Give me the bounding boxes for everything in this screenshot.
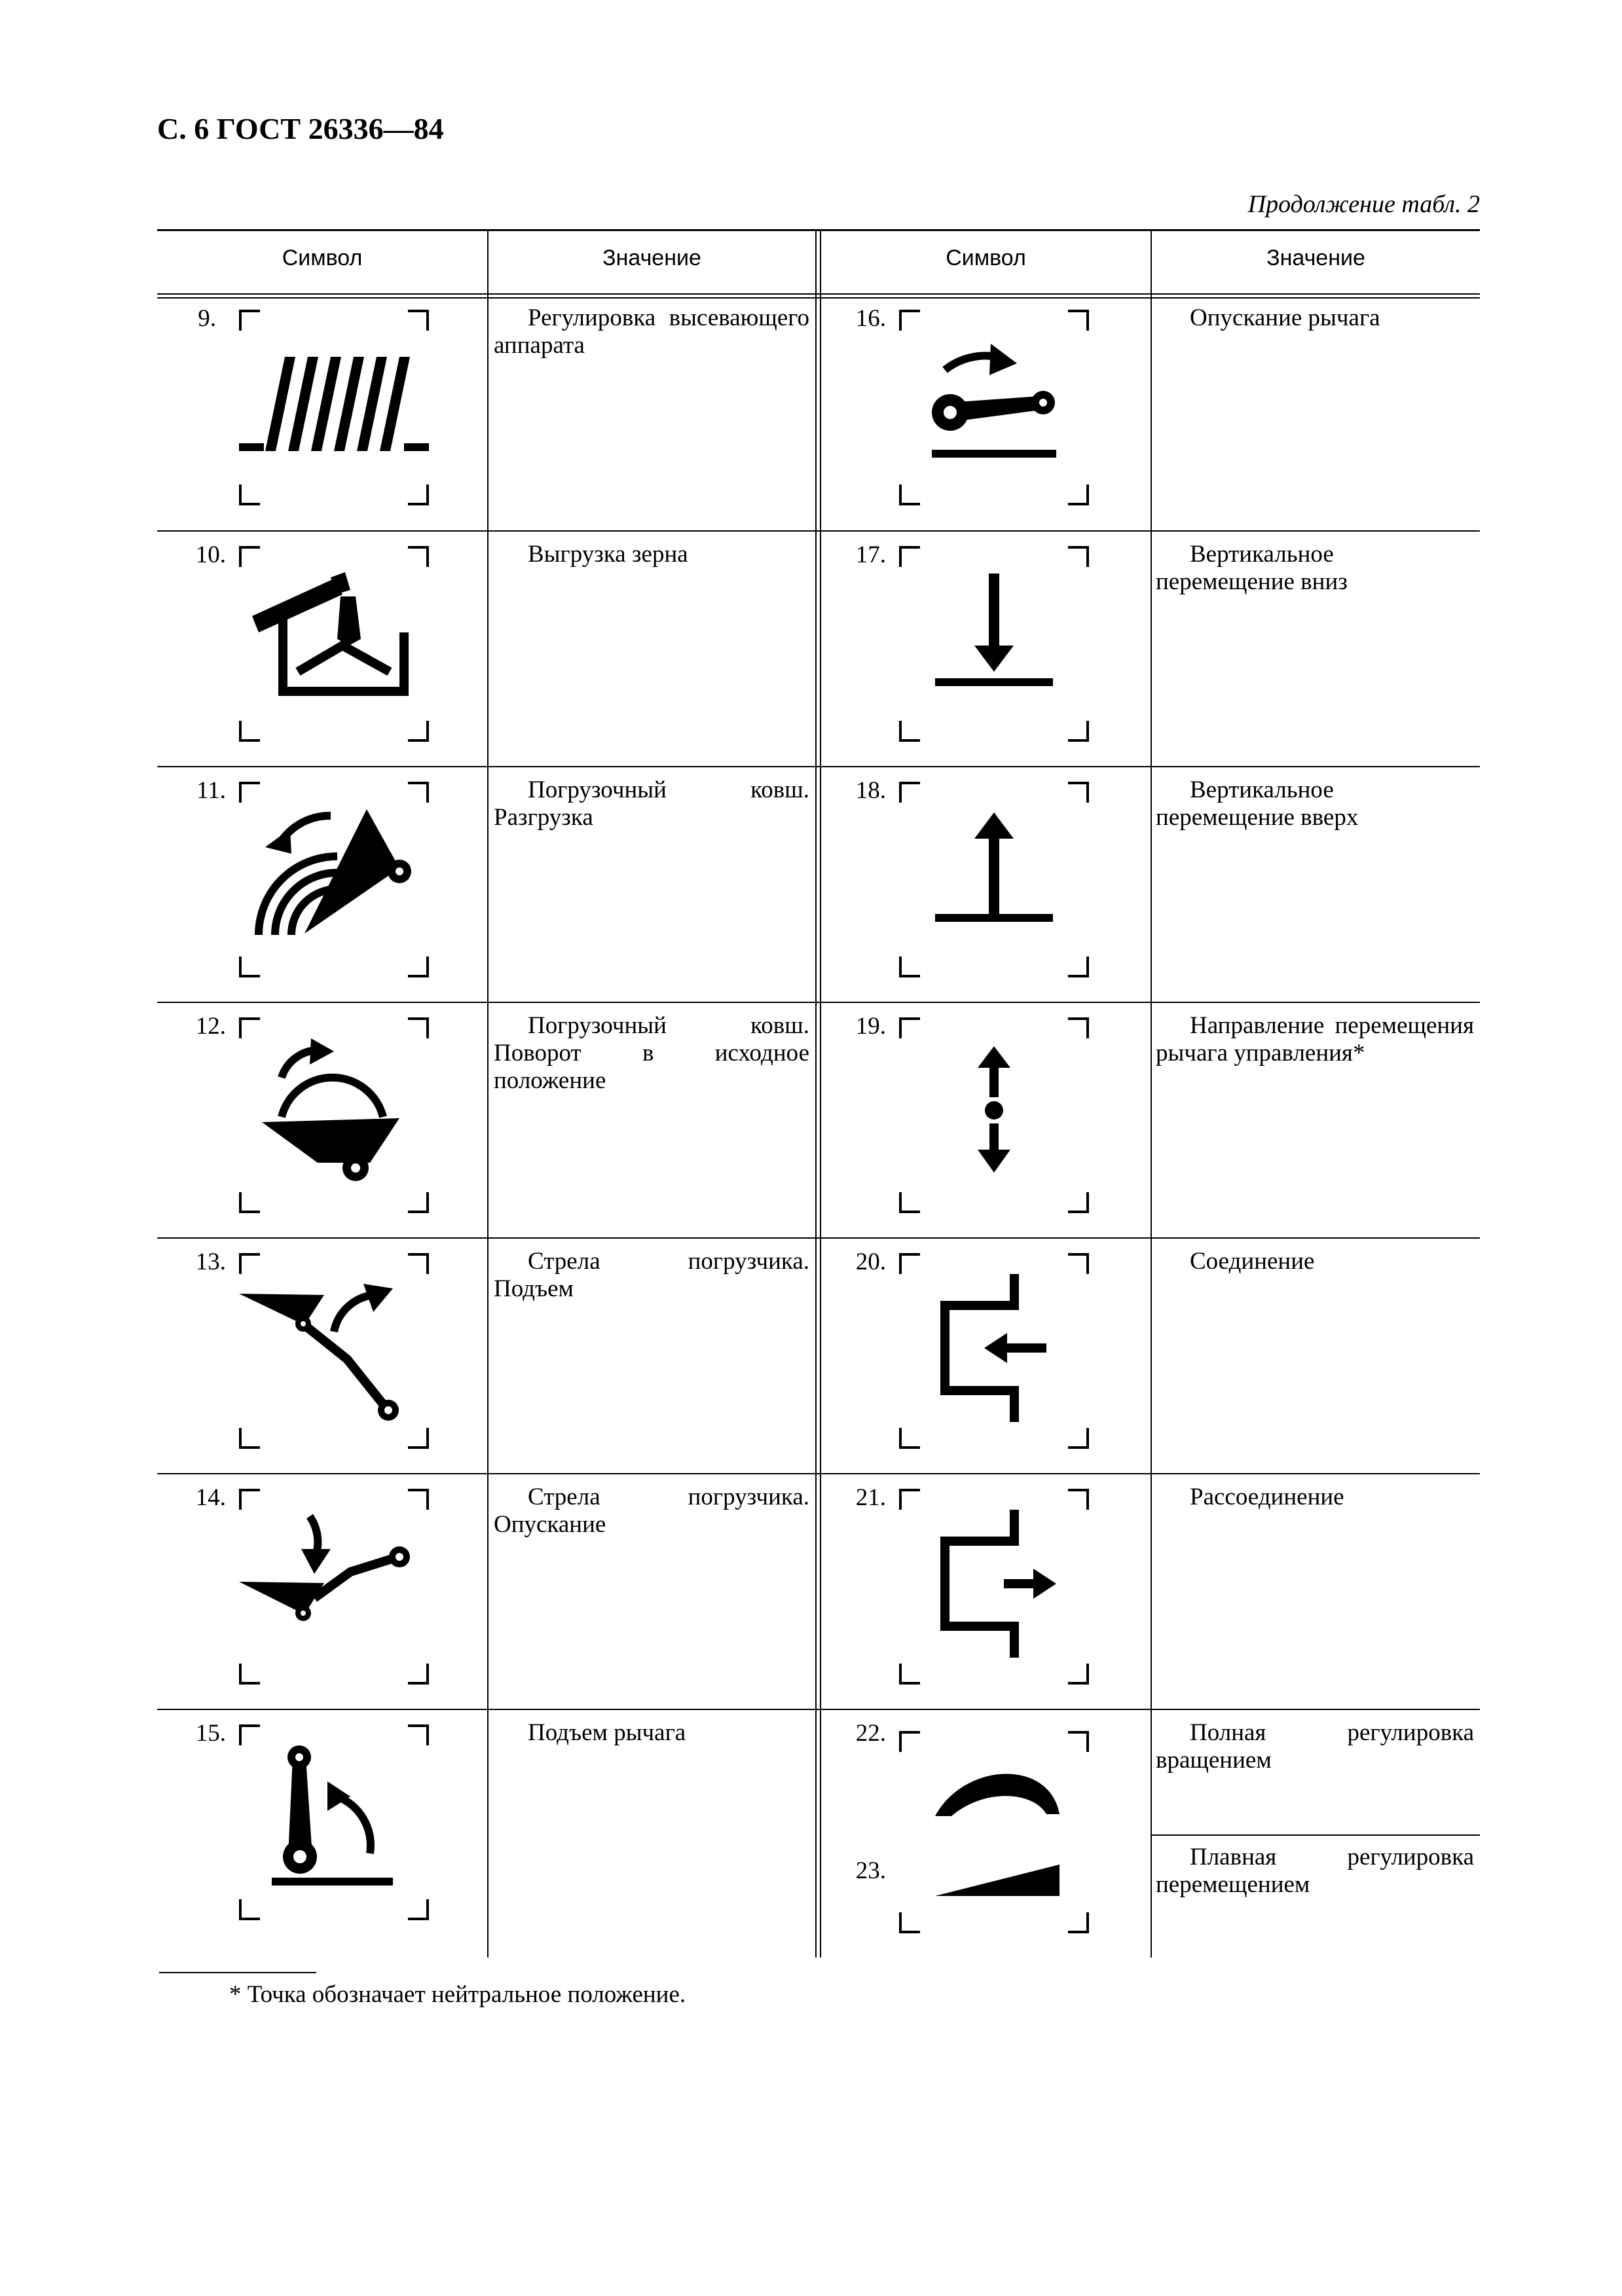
disconnection-icon xyxy=(893,1484,1096,1693)
row-number: 22. xyxy=(855,1720,886,1747)
footnote-rule xyxy=(159,1972,316,1973)
row-number: 21. xyxy=(855,1484,886,1511)
boom-raise-icon xyxy=(232,1248,435,1457)
meaning-cell: Стрела погрузчика. Опускание xyxy=(494,1484,809,1538)
row-number: 9. xyxy=(198,305,216,332)
row-number: 19. xyxy=(855,1013,886,1040)
meaning-cell: Рассоединение xyxy=(1190,1484,1344,1510)
row-number: 20. xyxy=(855,1248,886,1275)
row-number: 18. xyxy=(855,777,886,804)
grain-unloading-icon xyxy=(232,541,435,750)
vertical-up-icon xyxy=(893,776,1096,986)
row-number: 11. xyxy=(196,777,226,804)
col-divider-3 xyxy=(1151,229,1152,1958)
row-number: 13. xyxy=(195,1248,226,1275)
center-divider-b xyxy=(820,229,821,1958)
col-header-meaning: Значение xyxy=(1266,246,1365,270)
row-divider xyxy=(157,1473,1480,1474)
lever-direction-icon xyxy=(893,1012,1096,1222)
meaning-cell: Погрузочный ковш. Разгрузка xyxy=(494,776,809,831)
row-number: 23. xyxy=(855,1857,886,1884)
meaning-cell: Стрела погрузчика. Подъем xyxy=(494,1248,809,1302)
lever-raise-icon xyxy=(232,1719,435,1929)
meaning-cell: Опускание рычага xyxy=(1190,304,1380,331)
meaning-cell: Вертикальное перемещение вверх xyxy=(1156,776,1359,831)
row-divider-22-23 xyxy=(1151,1834,1480,1836)
meaning-cell: Подъем рычага xyxy=(528,1719,686,1746)
bucket-unloading-icon xyxy=(232,776,435,986)
page-header: С. 6 ГОСТ 26336—84 xyxy=(157,112,444,145)
vertical-down-icon xyxy=(893,541,1096,750)
row-number: 12. xyxy=(195,1013,226,1040)
footnote: * Точка обозначает нейтральное положение. xyxy=(229,1981,686,2008)
col-header-symbol: Символ xyxy=(946,246,1026,270)
row-number: 15. xyxy=(195,1720,226,1747)
table-continuation-label: Продолжение табл. 2 xyxy=(1247,191,1480,218)
center-divider-a xyxy=(815,229,817,1958)
meaning-cell: Направление перемещения рычага управления* xyxy=(1156,1012,1474,1066)
row-divider xyxy=(157,1709,1480,1710)
meaning-cell: Вертикальное перемещение вниз xyxy=(1156,541,1348,595)
table-top-border xyxy=(157,229,1480,231)
boom-lower-icon xyxy=(232,1484,435,1693)
row-number: 16. xyxy=(855,305,886,332)
meaning-cell: Плавная регулировка перемещением xyxy=(1156,1844,1474,1898)
row-divider xyxy=(157,1002,1480,1003)
rotation-smooth-control-icon xyxy=(893,1719,1096,1935)
connection-icon xyxy=(893,1248,1096,1457)
col-divider-1 xyxy=(487,229,488,1958)
meaning-cell: Выгрузка зерна xyxy=(528,541,688,568)
header-bottom-border xyxy=(157,293,1480,295)
col-header-meaning: Значение xyxy=(602,246,701,270)
row-divider xyxy=(157,530,1480,532)
meaning-cell: Полная регулировка вращением xyxy=(1156,1719,1474,1774)
row-number: 14. xyxy=(195,1484,226,1511)
row-divider xyxy=(157,766,1480,767)
row-number: 17. xyxy=(855,541,886,568)
seeding-apparatus-icon xyxy=(232,304,435,514)
row-divider xyxy=(157,1237,1480,1239)
bucket-return-icon xyxy=(232,1012,435,1222)
meaning-cell: Регулировка высевающего аппарата xyxy=(494,304,809,359)
lever-lower-icon xyxy=(893,304,1096,514)
meaning-cell: Погрузочный ковш. Поворот в исходное положение xyxy=(494,1012,809,1094)
meaning-cell: Соединение xyxy=(1190,1248,1315,1275)
col-header-symbol: Символ xyxy=(282,246,363,270)
header-bottom-border-2 xyxy=(157,297,1480,299)
row-number: 10. xyxy=(195,541,226,568)
